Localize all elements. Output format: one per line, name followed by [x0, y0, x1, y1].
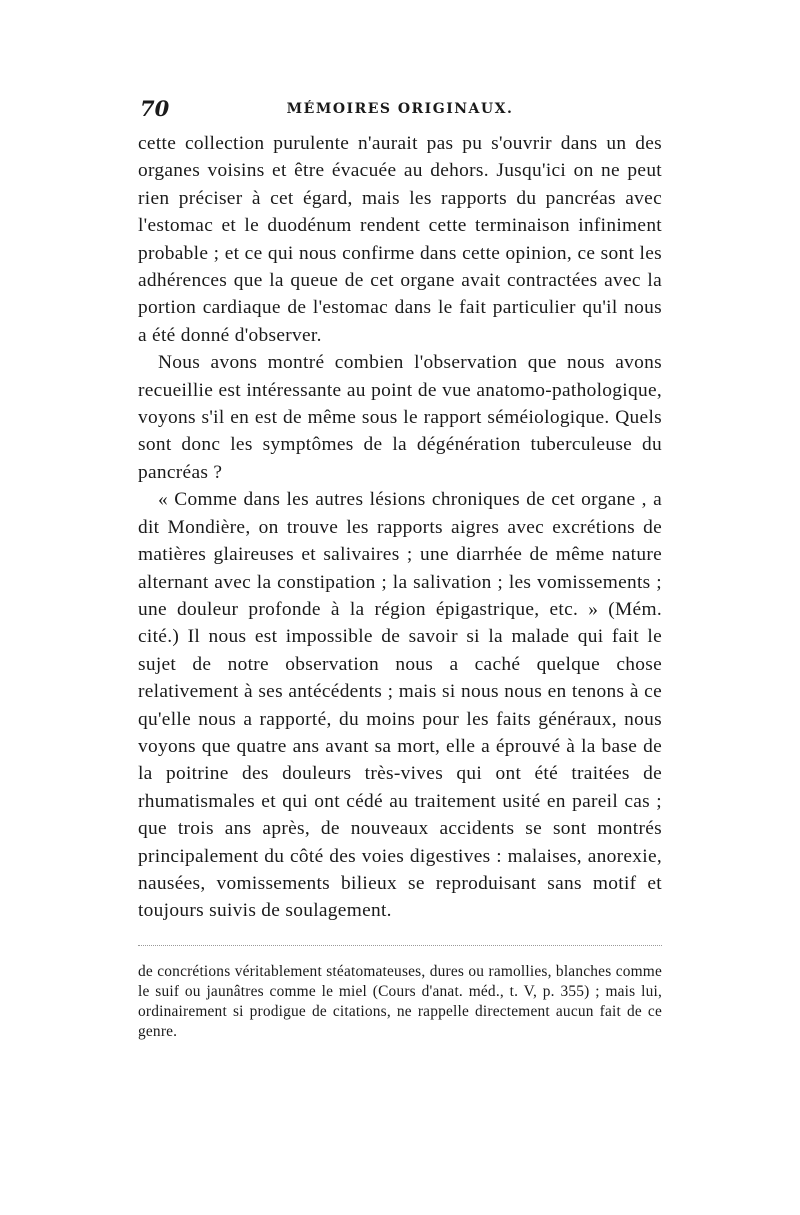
paragraph: Nous avons montré combien l'observation que nous avons recueillie est intéressante au point de vue anatomo-pathologique, voyons s'il en est de même sous le rapport séméiologique. Quels sont donc les symptômes de la dégénération tuberculeuse du pancréas ?: [138, 352, 662, 483]
footnote-separator: [138, 945, 662, 946]
body-text: [138, 130, 662, 925]
page-header: [138, 96, 662, 130]
footnote-text: de concrétions véritablement stéatomateuses, dures ou ramollies, blanches comme le suif ou jaunâtres comme le miel (Cours d'anat. méd., t. V, p. 355) ; mais lui, ordinairement si prodigue de citations, ne rappelle directement aucun fait de ce genre.: [138, 962, 662, 1041]
paragraph: « Comme dans les autres lésions chroniques de cet organe , a dit Mondière, on trouve les rapports aigres avec excrétions de matières glaireuses et salivaires ; une diarrhée de même nature alternant avec la constipation ; la salivation ; les vomissements ; une douleur profonde à la région épigastrique, etc. » (Mém. cité.) Il nous est impossible de savoir si la malade qui fait le sujet de notre observation nous a caché quelque chose relativement à ses antécédents ; mais si nous nous en tenons à ce qu'elle nous a rapporté, du moins pour les faits généraux, nous voyons que quatre ans avant sa mort, elle a éprouvé à la base de la poitrine des douleurs très-vives qui ont été traitées de rhumatismales et qui ont cédé au traitement usité en pareil cas ; que trois ans après, de nouveaux accidents se sont montrés principalement du côté des voies digestives : malaises, anorexie, nausées, vomissements bilieux se reproduisant sans motif et toujours suivis de soulagement.: [138, 489, 662, 922]
page-number: 70: [140, 96, 170, 121]
paragraph: cette collection purulente n'aurait pas pu s'ouvrir dans un des organes voisins et être évacuée au dehors. Jusqu'ici on ne peut rien préciser à cet égard, mais les rapports du pancréas avec l'estomac et le duodénum rendent cette terminaison infiniment probable ; et ce qui nous confirme dans cette opinion, ce sont les adhérences que la queue de cet organe avait contractées avec la portion cardiaque de l'estomac dans le fait particulier qu'il nous a été donné d'observer.: [138, 133, 662, 346]
running-head: MÉMOIRES ORIGINAUX.: [286, 101, 514, 117]
footnotes: [138, 962, 662, 1043]
book-page: [138, 96, 662, 1043]
